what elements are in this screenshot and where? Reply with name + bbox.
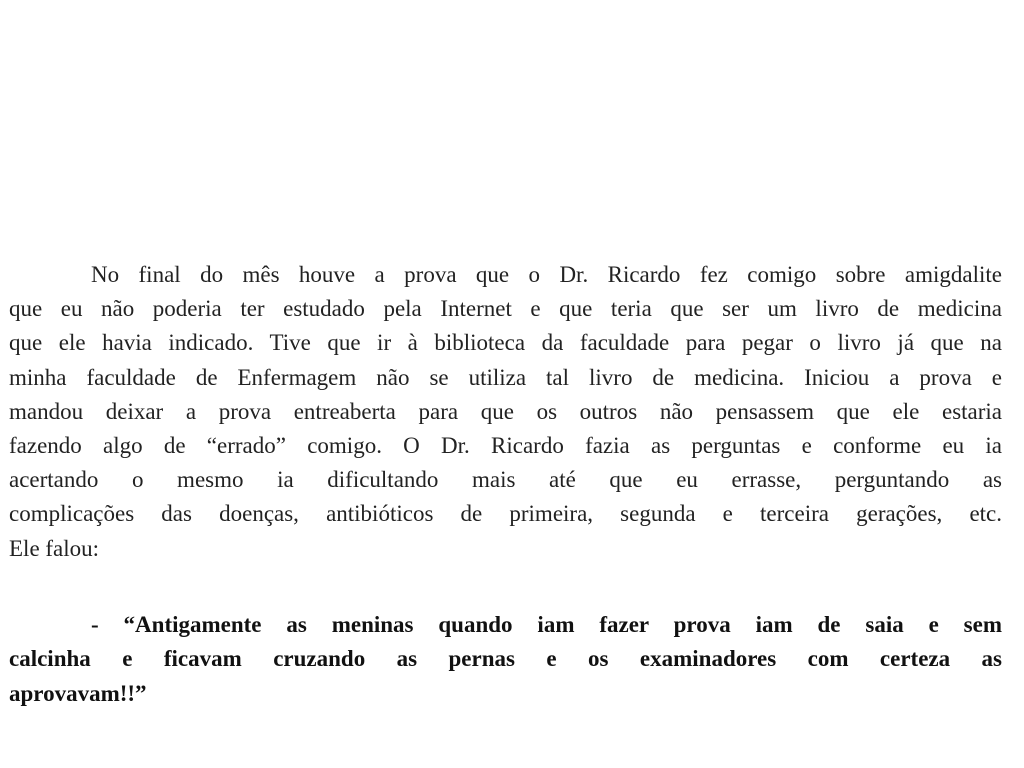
quote-line: calcinha e ficavam cruzando as pernas e os examinadores com certeza as [9,646,1002,672]
paragraph-line: que eu não poderia ter estudado pela Internet e que teria que ser um livro de medicina [9,296,1002,322]
quote-line: aprovavam!!” [9,680,147,706]
paragraph-line: fazendo algo de “errado” comigo. O Dr. Ricardo fazia as perguntas e conforme eu ia [9,433,1002,459]
quote-line: - “Antigamente as meninas quando iam fazer prova iam de saia e sem [91,611,1002,637]
paragraph-line: complicações das doenças, antibióticos de primeira, segunda e terceira gerações, etc. [9,501,1002,527]
body-text [9,258,1002,711]
paragraph-line: mandou deixar a prova entreaberta para que os outros não pensassem que ele estaria [9,398,1002,424]
paragraph-line: No final do mês houve a prova que o Dr. Ricardo fez comigo sobre amigdalite [91,262,1002,287]
paragraph-line: acertando o mesmo ia dificultando mais até que eu errasse, perguntando as [9,467,1002,493]
paragraph-line: que ele havia indicado. Tive que ir à biblioteca da faculdade para pegar o livro já que na [9,330,1002,356]
paragraph-line: minha faculdade de Enfermagem não se utiliza tal livro de medicina. Iniciou a prova e [9,364,1002,390]
narrative-paragraph [9,258,1002,566]
quote-paragraph [9,608,1002,712]
paragraph-line: Ele falou: [9,535,100,561]
